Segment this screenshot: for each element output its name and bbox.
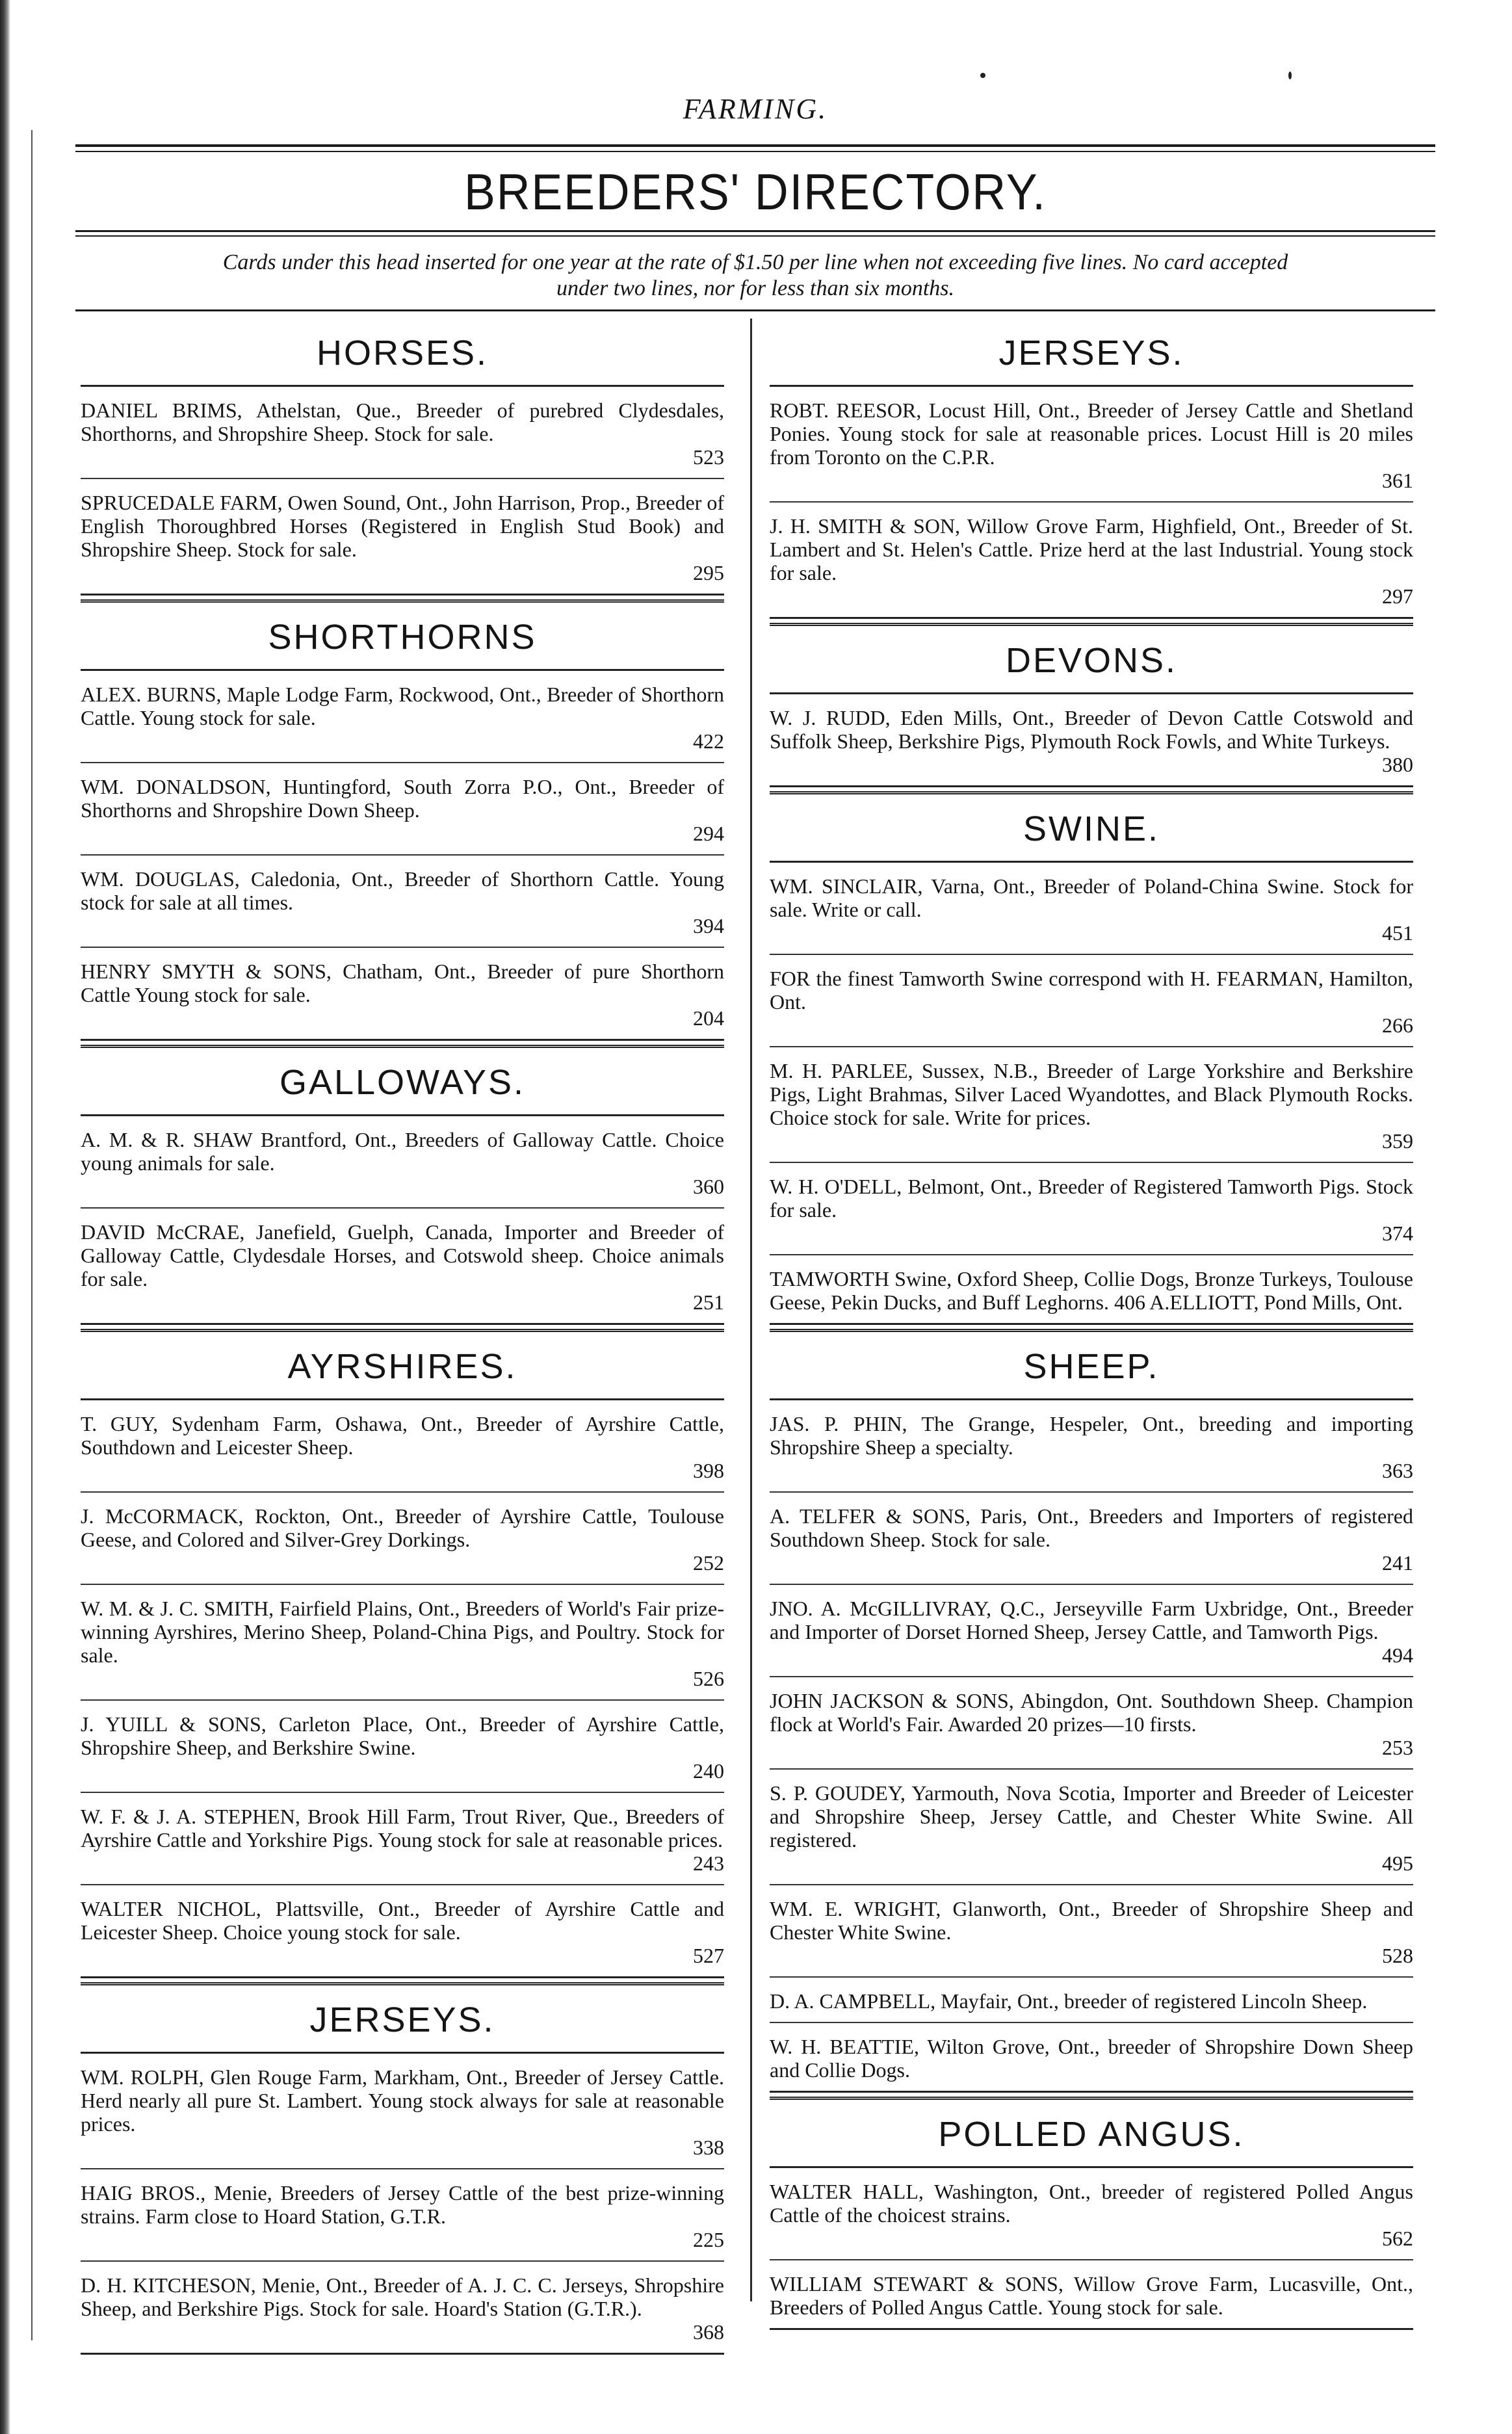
card-number: 204	[693, 1006, 724, 1030]
breeder-card	[770, 2023, 1413, 2093]
breeder-card	[81, 479, 724, 595]
breeder-card	[770, 1978, 1413, 2023]
title-rule	[75, 230, 1435, 232]
breeder-card	[81, 1793, 724, 1885]
breeder-card-text: J. McCORMACK, Rockton, Ont., Breeder of Ayrshire Cattle, Toulouse Geese, and Colored and Silver-Grey Dorkings.	[81, 1504, 724, 1551]
binding-shadow-line	[31, 130, 33, 2340]
directory-section	[770, 319, 1413, 619]
breeder-card	[770, 387, 1413, 503]
breeder-card	[770, 1677, 1413, 1770]
breeder-card-text: WM. DONALDSON, Huntingford, South Zorra P.O., Ont., Breeder of Shorthorns and Shropshire Down Sheep.	[81, 775, 724, 822]
card-number: 495	[1382, 1852, 1413, 1875]
card-number: 422	[693, 729, 724, 753]
breeder-card	[770, 1770, 1413, 1885]
directory-section	[81, 599, 724, 1041]
breeder-card-text: S. P. GOUDEY, Yarmouth, Nova Scotia, Importer and Breeder of Leicester and Shropshire Sheep, Jersey Cattle, and Chester White Swine. All registered.	[770, 1781, 1413, 1852]
card-number: 251	[693, 1290, 724, 1314]
column-divider	[750, 319, 752, 2301]
section-heading: POLLED ANGUS.	[770, 2097, 1413, 2168]
section-heading: JERSEYS.	[81, 1982, 724, 2054]
breeder-card	[81, 1116, 724, 1209]
breeder-card-text: DANIEL BRIMS, Athelstan, Que., Breeder of purebred Clydesdales, Shorthorns, and Shropshire Sheep. Stock for sale.	[81, 399, 724, 445]
breeder-card-text: A. TELFER & SONS, Paris, Ont., Breeders and Importers of registered Southdown Sheep. Stock for sale.	[770, 1504, 1413, 1551]
card-number: 494	[1382, 1643, 1413, 1667]
breeder-card-text: J. YUILL & SONS, Carleton Place, Ont., Breeder of Ayrshire Cattle, Shropshire Sheep, and Berkshire Swine.	[81, 1712, 724, 1759]
breeder-card-text: HAIG BROS., Menie, Breeders of Jersey Cattle of the best prize-winning strains. Farm close to Hoard Station, G.T.R.	[81, 2181, 724, 2228]
card-number: 295	[693, 561, 724, 584]
breeder-card-text: W. H. O'DELL, Belmont, Ont., Breeder of Registered Tamworth Pigs. Stock for sale.	[770, 1175, 1413, 1222]
card-number: 294	[693, 822, 724, 845]
breeder-card-text: W. F. & J. A. STEPHEN, Brook Hill Farm, Trout River, Que., Breeders of Ayrshire Cattle and Yorkshire Pigs. Young stock for sale at reasonable prices.	[81, 1805, 724, 1852]
card-number: 243	[693, 1852, 724, 1875]
header-rule-thin	[75, 151, 1435, 152]
breeder-card	[770, 1255, 1413, 1325]
running-head: FARMING.	[683, 93, 828, 125]
breeder-card	[81, 1885, 724, 1978]
breeder-card	[770, 2168, 1413, 2260]
card-number: 360	[693, 1175, 724, 1198]
section-heading: SHORTHORNS	[81, 599, 724, 671]
card-number: 528	[1382, 1944, 1413, 1967]
breeder-card	[770, 863, 1413, 955]
breeder-card-text: ROBT. REESOR, Locust Hill, Ont., Breeder of Jersey Cattle and Shetland Ponies. Young stock for sale at reasonable prices. Locust Hill is 20 miles from Toronto on the C.P.R.	[770, 399, 1413, 469]
card-number: 297	[1382, 584, 1413, 608]
breeder-card	[770, 1047, 1413, 1163]
card-number: 359	[1382, 1129, 1413, 1153]
breeder-card-text: HENRY SMYTH & SONS, Chatham, Ont., Breeder of pure Shorthorn Cattle Young stock for sale.	[81, 960, 724, 1006]
rates-notice-line: under two lines, nor for less than six months.	[556, 276, 955, 300]
breeder-card	[81, 1400, 724, 1493]
breeder-card-text: T. GUY, Sydenham Farm, Oshawa, Ont., Breeder of Ayrshire Cattle, Southdown and Leicester Sheep.	[81, 1412, 724, 1459]
section-heading: SWINE.	[770, 791, 1413, 863]
card-number: 240	[693, 1759, 724, 1783]
rates-notice	[75, 250, 1435, 302]
breeder-card	[81, 1209, 724, 1325]
breeder-card	[770, 1493, 1413, 1585]
section-heading: AYRSHIRES.	[81, 1329, 724, 1400]
breeder-card	[81, 2262, 724, 2355]
breeder-card	[81, 1701, 724, 1793]
card-number: 252	[693, 1551, 724, 1575]
breeder-card-text: WM. E. WRIGHT, Glanworth, Ont., Breeder of Shropshire Sheep and Chester White Swine.	[770, 1897, 1413, 1944]
breeder-card-text: WM. ROLPH, Glen Rouge Farm, Markham, Ont., Breeder of Jersey Cattle. Herd nearly all pure St. Lambert. Young stock always for sale at reasonable prices.	[81, 2065, 724, 2136]
ink-speck	[980, 73, 985, 78]
card-number: 253	[1382, 1736, 1413, 1759]
card-number: 527	[693, 1944, 724, 1967]
section-heading: HORSES.	[81, 319, 724, 387]
card-number: 451	[1382, 921, 1413, 945]
breeder-card	[770, 1163, 1413, 1255]
section-heading: SHEEP.	[770, 1329, 1413, 1400]
title-rule-thin	[75, 235, 1435, 237]
breeder-card-text: TAMWORTH Swine, Oxford Sheep, Collie Dogs, Bronze Turkeys, Toulouse Geese, Pekin Ducks, and Buff Leghorns. 406 A.ELLIOTT, Pond Mills, Ont.	[770, 1267, 1413, 1314]
directory-section	[770, 2097, 1413, 2330]
right-column	[770, 319, 1413, 2330]
card-number: 380	[1382, 753, 1413, 776]
breeder-card	[770, 1400, 1413, 1493]
card-number: 363	[1382, 1459, 1413, 1482]
breeder-card-text: M. H. PARLEE, Sussex, N.B., Breeder of Large Yorkshire and Berkshire Pigs, Light Brahmas, Silver Laced Wyandottes, and Black Plymouth Rocks. Choice stock for sale. Write for prices.	[770, 1059, 1413, 1129]
card-number: 225	[693, 2228, 724, 2251]
directory-section	[770, 623, 1413, 787]
breeder-card	[81, 1585, 724, 1701]
breeder-card	[81, 2054, 724, 2169]
card-number: 394	[693, 914, 724, 937]
directory-section	[81, 1329, 724, 1978]
breeder-card	[81, 671, 724, 763]
breeder-card-text: FOR the finest Tamworth Swine correspond with H. FEARMAN, Hamilton, Ont.	[770, 967, 1413, 1014]
card-number: 338	[693, 2136, 724, 2159]
page-title: BREEDERS' DIRECTORY.	[464, 163, 1047, 220]
breeder-card	[81, 2169, 724, 2262]
breeder-card	[770, 2260, 1413, 2330]
breeder-card-text: SPRUCEDALE FARM, Owen Sound, Ont., John Harrison, Prop., Breeder of English Thoroughbred Horses (Registered in English Stud Book) and Shropshire Sheep. Stock for sale.	[81, 491, 724, 561]
breeder-card-text: J. H. SMITH & SON, Willow Grove Farm, Highfield, Ont., Breeder of St. Lambert and St. Helen's Cattle. Prize herd at the last Industrial. Young stock for sale.	[770, 514, 1413, 584]
card-number: 374	[1382, 1222, 1413, 1245]
breeder-card-text: ALEX. BURNS, Maple Lodge Farm, Rockwood, Ont., Breeder of Shorthorn Cattle. Young stock for sale.	[81, 683, 724, 729]
card-number: 526	[693, 1667, 724, 1690]
card-number: 398	[693, 1459, 724, 1482]
header-rule	[75, 144, 1435, 147]
breeder-card-text: WALTER HALL, Washington, Ont., breeder of registered Polled Angus Cattle of the choicest strains.	[770, 2180, 1413, 2227]
breeder-card	[81, 856, 724, 948]
breeder-card-text: JOHN JACKSON & SONS, Abingdon, Ont. Southdown Sheep. Champion flock at World's Fair. Awarded 20 prizes—10 firsts.	[770, 1689, 1413, 1736]
breeder-card-text: JNO. A. McGILLIVRAY, Q.C., Jerseyville Farm Uxbridge, Ont., Breeder and Importer of Dorset Horned Sheep, Jersey Cattle, and Tamworth Pigs.	[770, 1597, 1413, 1643]
ink-speck	[1288, 72, 1292, 79]
section-heading: JERSEYS.	[770, 319, 1413, 387]
directory-section	[81, 1982, 724, 2355]
breeder-card	[770, 1585, 1413, 1677]
directory-section	[81, 319, 724, 595]
section-heading: GALLOWAYS.	[81, 1045, 724, 1116]
breeder-card-text: W. M. & J. C. SMITH, Fairfield Plains, Ont., Breeders of World's Fair prize-winning Ayrshires, Merino Sheep, Poland-China Pigs, and Poultry. Stock for sale.	[81, 1597, 724, 1667]
breeder-card-text: A. M. & R. SHAW Brantford, Ont., Breeders of Galloway Cattle. Choice young animals for sale.	[81, 1128, 724, 1175]
breeder-card-text: WM. SINCLAIR, Varna, Ont., Breeder of Poland-China Swine. Stock for sale. Write or call.	[770, 874, 1413, 921]
card-number: 241	[1382, 1551, 1413, 1575]
rates-notice-line: Cards under this head inserted for one year at the rate of $1.50 per line when not exceeding five lines. No card accepted	[222, 250, 1288, 274]
breeder-card	[770, 1885, 1413, 1978]
breeder-card-text: WM. DOUGLAS, Caledonia, Ont., Breeder of Shorthorn Cattle. Young stock for sale at all times.	[81, 867, 724, 914]
breeder-card	[770, 694, 1413, 787]
breeder-card-text: WALTER NICHOL, Plattsville, Ont., Breeder of Ayrshire Cattle and Leicester Sheep. Choice young stock for sale.	[81, 1897, 724, 1944]
breeder-card-text: JAS. P. PHIN, The Grange, Hespeler, Ont., breeding and importing Shropshire Sheep a specialty.	[770, 1412, 1413, 1459]
breeder-card	[81, 1493, 724, 1585]
card-number: 368	[693, 2320, 724, 2344]
left-column	[81, 319, 724, 2355]
breeder-card	[770, 503, 1413, 619]
card-number: 266	[1382, 1014, 1413, 1037]
section-heading: DEVONS.	[770, 623, 1413, 694]
breeder-card	[81, 387, 724, 479]
breeder-card	[770, 955, 1413, 1047]
card-number: 562	[1382, 2227, 1413, 2250]
breeder-card-text: W. J. RUDD, Eden Mills, Ont., Breeder of Devon Cattle Cotswold and Suffolk Sheep, Berkshire Pigs, Plymouth Rock Fowls, and White Turkeys.	[770, 706, 1413, 753]
breeder-card-text: D. H. KITCHESON, Menie, Ont., Breeder of A. J. C. C. Jerseys, Shropshire Sheep, and Berkshire Pigs. Stock for sale. Hoard's Station (G.T.R.).	[81, 2273, 724, 2320]
directory-section	[770, 791, 1413, 1325]
page-binding-edge	[0, 0, 10, 2434]
card-number: 523	[693, 445, 724, 469]
directory-section	[770, 1329, 1413, 2093]
breeder-card-text: D. A. CAMPBELL, Mayfair, Ont., breeder of registered Lincoln Sheep.	[770, 1989, 1368, 2013]
breeder-card	[81, 948, 724, 1041]
breeder-card-text: W. H. BEATTIE, Wilton Grove, Ont., breeder of Shropshire Down Sheep and Collie Dogs.	[770, 2035, 1413, 2082]
breeder-card	[81, 763, 724, 856]
directory-section	[81, 1045, 724, 1325]
card-number: 361	[1382, 469, 1413, 492]
breeder-card-text: WILLIAM STEWART & SONS, Willow Grove Farm, Lucasville, Ont., Breeders of Polled Angus Cattle. Young stock for sale.	[770, 2272, 1413, 2319]
notice-rule	[75, 309, 1435, 311]
breeder-card-text: DAVID McCRAE, Janefield, Guelph, Canada, Importer and Breeder of Galloway Cattle, Clydesdale Horses, and Cotswold sheep. Choice animals for sale.	[81, 1220, 724, 1290]
